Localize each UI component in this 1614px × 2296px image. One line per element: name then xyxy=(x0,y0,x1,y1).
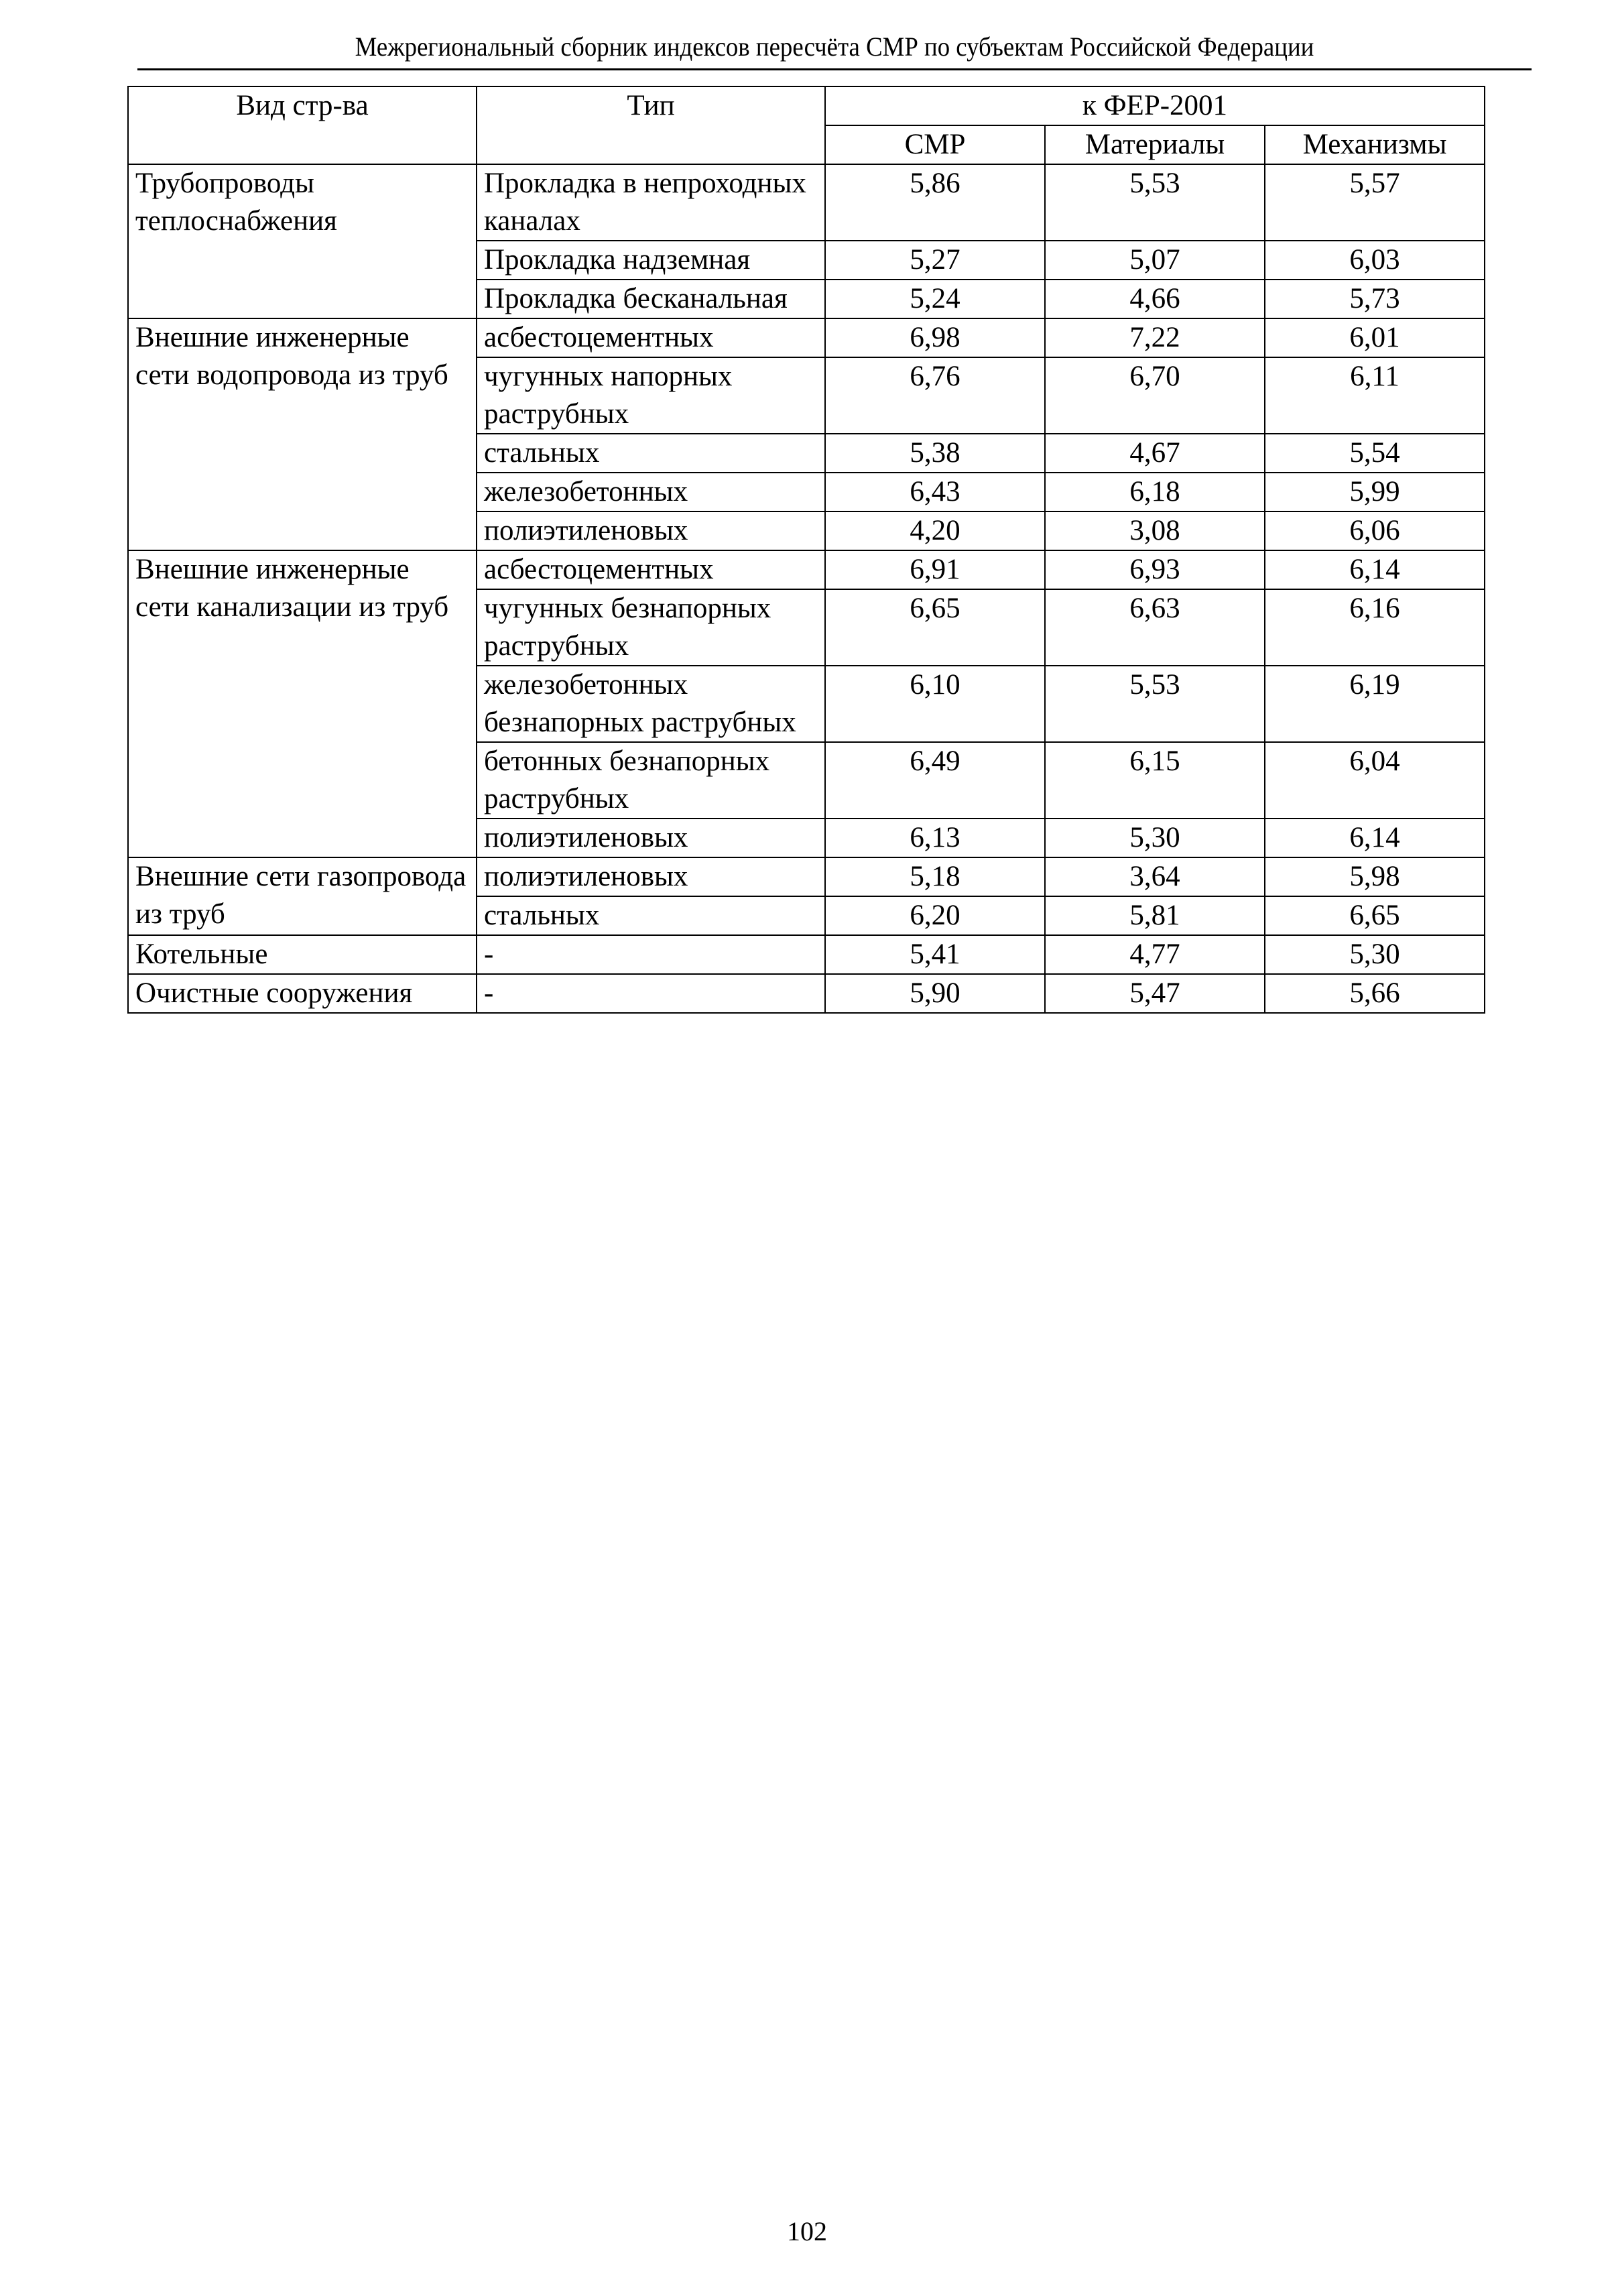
header-fer-2001: к ФЕР-2001 xyxy=(825,86,1485,125)
type-cell: - xyxy=(477,974,825,1013)
type-cell: железобетонных xyxy=(477,473,825,511)
table-row xyxy=(128,974,1485,1013)
header-materials: Материалы xyxy=(1045,125,1265,164)
mechanisms-cell: 6,65 xyxy=(1265,896,1485,935)
table-row xyxy=(128,550,1485,589)
mechanisms-cell: 6,01 xyxy=(1265,318,1485,357)
smr-cell: 4,20 xyxy=(825,511,1045,550)
smr-cell: 5,38 xyxy=(825,434,1045,473)
mechanisms-cell: 5,30 xyxy=(1265,935,1485,974)
smr-cell: 5,86 xyxy=(825,164,1045,241)
construction-type-cell: Котельные xyxy=(128,935,477,974)
index-table xyxy=(127,86,1485,1014)
materials-cell: 3,64 xyxy=(1045,857,1265,896)
mechanisms-cell: 6,16 xyxy=(1265,589,1485,666)
type-cell: - xyxy=(477,935,825,974)
smr-cell: 6,20 xyxy=(825,896,1045,935)
smr-cell: 6,13 xyxy=(825,819,1045,857)
type-cell: полиэтиленовых xyxy=(477,819,825,857)
materials-cell: 4,77 xyxy=(1045,935,1265,974)
construction-type-cell: Внешние инженерные сети водопровода из труб xyxy=(128,318,477,550)
smr-cell: 5,27 xyxy=(825,241,1045,280)
table-row xyxy=(128,318,1485,357)
type-cell: чугунных напорных раструбных xyxy=(477,357,825,434)
materials-cell: 4,66 xyxy=(1045,280,1265,318)
smr-cell: 6,65 xyxy=(825,589,1045,666)
materials-cell: 6,63 xyxy=(1045,589,1265,666)
materials-cell: 6,93 xyxy=(1045,550,1265,589)
page-header: Межрегиональный сборник индексов пересчёта СМР по субъектам Российской Федерации xyxy=(355,32,1314,62)
type-cell: асбестоцементных xyxy=(477,550,825,589)
mechanisms-cell: 6,19 xyxy=(1265,666,1485,742)
materials-cell: 5,47 xyxy=(1045,974,1265,1013)
header-rule xyxy=(137,68,1532,70)
type-cell: полиэтиленовых xyxy=(477,511,825,550)
table-row xyxy=(128,935,1485,974)
type-cell: Прокладка надземная xyxy=(477,241,825,280)
materials-cell: 6,70 xyxy=(1045,357,1265,434)
table-row xyxy=(128,164,1485,241)
materials-cell: 5,53 xyxy=(1045,666,1265,742)
mechanisms-cell: 6,04 xyxy=(1265,742,1485,819)
type-cell: асбестоцементных xyxy=(477,318,825,357)
header-mechanisms: Механизмы xyxy=(1265,125,1485,164)
smr-cell: 6,91 xyxy=(825,550,1045,589)
mechanisms-cell: 6,03 xyxy=(1265,241,1485,280)
mechanisms-cell: 6,06 xyxy=(1265,511,1485,550)
smr-cell: 5,41 xyxy=(825,935,1045,974)
smr-cell: 6,98 xyxy=(825,318,1045,357)
type-cell: железобетонных безнапорных раструбных xyxy=(477,666,825,742)
construction-type-cell: Внешние сети газопровода из труб xyxy=(128,857,477,935)
smr-cell: 5,90 xyxy=(825,974,1045,1013)
type-cell: чугунных безнапорных раструбных xyxy=(477,589,825,666)
materials-cell: 4,67 xyxy=(1045,434,1265,473)
mechanisms-cell: 5,54 xyxy=(1265,434,1485,473)
type-cell: бетонных безнапорных раструбных xyxy=(477,742,825,819)
header-smr: СМР xyxy=(825,125,1045,164)
mechanisms-cell: 6,14 xyxy=(1265,550,1485,589)
materials-cell: 6,15 xyxy=(1045,742,1265,819)
mechanisms-cell: 5,99 xyxy=(1265,473,1485,511)
smr-cell: 5,18 xyxy=(825,857,1045,896)
smr-cell: 6,10 xyxy=(825,666,1045,742)
type-cell: стальных xyxy=(477,896,825,935)
table-row xyxy=(128,857,1485,896)
mechanisms-cell: 6,11 xyxy=(1265,357,1485,434)
smr-cell: 5,24 xyxy=(825,280,1045,318)
materials-cell: 5,53 xyxy=(1045,164,1265,241)
type-cell: Прокладка в непроходных каналах xyxy=(477,164,825,241)
construction-type-cell: Очистные сооружения xyxy=(128,974,477,1013)
materials-cell: 5,07 xyxy=(1045,241,1265,280)
materials-cell: 5,30 xyxy=(1045,819,1265,857)
smr-cell: 6,49 xyxy=(825,742,1045,819)
type-cell: Прокладка бесканальная xyxy=(477,280,825,318)
materials-cell: 5,81 xyxy=(1045,896,1265,935)
smr-cell: 6,43 xyxy=(825,473,1045,511)
materials-cell: 7,22 xyxy=(1045,318,1265,357)
mechanisms-cell: 5,73 xyxy=(1265,280,1485,318)
type-cell: стальных xyxy=(477,434,825,473)
mechanisms-cell: 5,66 xyxy=(1265,974,1485,1013)
page-number: 102 xyxy=(787,2216,827,2246)
type-cell: полиэтиленовых xyxy=(477,857,825,896)
smr-cell: 6,76 xyxy=(825,357,1045,434)
materials-cell: 6,18 xyxy=(1045,473,1265,511)
table-body xyxy=(128,164,1485,1013)
construction-type-cell: Трубопроводы теплоснабжения xyxy=(128,164,477,318)
construction-type-cell: Внешние инженерные сети канализации из труб xyxy=(128,550,477,857)
mechanisms-cell: 5,98 xyxy=(1265,857,1485,896)
header-tip: Тип xyxy=(477,86,825,164)
materials-cell: 3,08 xyxy=(1045,511,1265,550)
header-vid: Вид стр-ва xyxy=(128,86,477,164)
mechanisms-cell: 6,14 xyxy=(1265,819,1485,857)
mechanisms-cell: 5,57 xyxy=(1265,164,1485,241)
